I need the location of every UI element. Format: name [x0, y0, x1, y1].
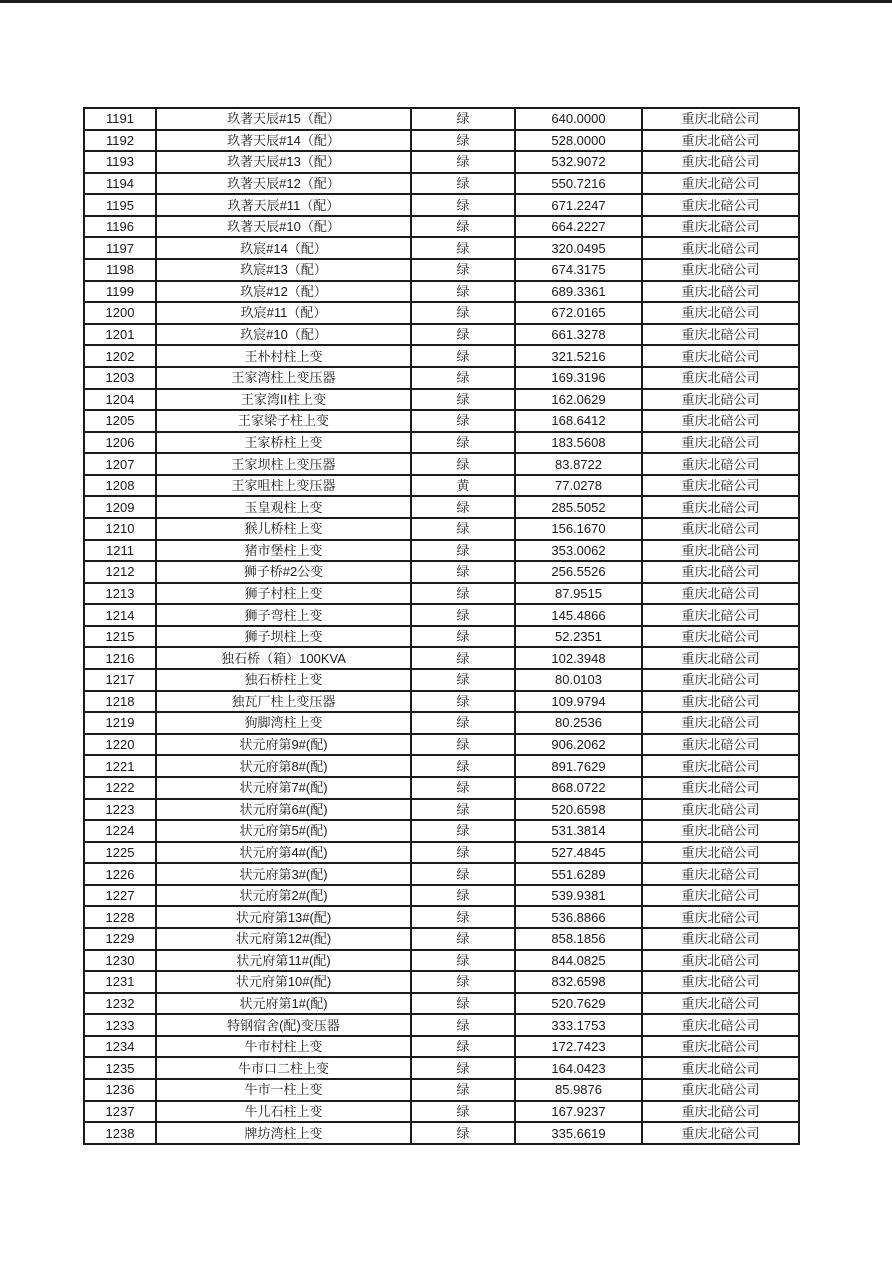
table-row	[84, 389, 799, 411]
status-cell: 绿	[411, 410, 515, 432]
value-cell: 674.3175	[515, 259, 642, 281]
value-cell: 172.7423	[515, 1036, 642, 1058]
table-row	[84, 885, 799, 907]
status-cell: 绿	[411, 863, 515, 885]
company-cell: 重庆北碚公司	[642, 1014, 799, 1036]
table-row	[84, 173, 799, 195]
value-cell: 156.1670	[515, 518, 642, 540]
value-cell: 844.0825	[515, 950, 642, 972]
table-row	[84, 906, 799, 928]
device-name-cell: 狮子弯柱上变	[156, 604, 411, 626]
device-name-cell: 状元府第2#(配)	[156, 885, 411, 907]
table-row	[84, 453, 799, 475]
table-row	[84, 561, 799, 583]
value-cell: 83.8722	[515, 453, 642, 475]
value-cell: 256.5526	[515, 561, 642, 583]
table-row	[84, 950, 799, 972]
row-id-cell: 1214	[84, 604, 156, 626]
table-row	[84, 475, 799, 497]
value-cell: 77.0278	[515, 475, 642, 497]
value-cell: 689.3361	[515, 281, 642, 303]
status-cell: 黄	[411, 475, 515, 497]
status-cell: 绿	[411, 1014, 515, 1036]
status-cell: 绿	[411, 906, 515, 928]
status-cell: 绿	[411, 669, 515, 691]
status-cell: 绿	[411, 647, 515, 669]
table-row	[84, 799, 799, 821]
device-name-cell: 狮子村柱上变	[156, 583, 411, 605]
row-id-cell: 1211	[84, 540, 156, 562]
value-cell: 164.0423	[515, 1057, 642, 1079]
table-row	[84, 604, 799, 626]
value-cell: 85.9876	[515, 1079, 642, 1101]
status-cell: 绿	[411, 1079, 515, 1101]
value-cell: 664.2227	[515, 216, 642, 238]
device-name-cell: 玉皇观柱上变	[156, 496, 411, 518]
status-cell: 绿	[411, 755, 515, 777]
device-name-cell: 王家桥柱上变	[156, 432, 411, 454]
company-cell: 重庆北碚公司	[642, 1036, 799, 1058]
table-row	[84, 669, 799, 691]
value-cell: 520.7629	[515, 993, 642, 1015]
status-cell: 绿	[411, 950, 515, 972]
status-cell: 绿	[411, 1036, 515, 1058]
status-cell: 绿	[411, 194, 515, 216]
status-cell: 绿	[411, 691, 515, 713]
status-cell: 绿	[411, 734, 515, 756]
row-id-cell: 1223	[84, 799, 156, 821]
value-cell: 109.9794	[515, 691, 642, 713]
table-row	[84, 583, 799, 605]
value-cell: 520.6598	[515, 799, 642, 821]
row-id-cell: 1195	[84, 194, 156, 216]
value-cell: 550.7216	[515, 173, 642, 195]
value-cell: 527.4845	[515, 842, 642, 864]
device-name-cell: 猴儿桥柱上变	[156, 518, 411, 540]
device-name-cell: 王家咀柱上变压器	[156, 475, 411, 497]
table-row	[84, 691, 799, 713]
status-cell: 绿	[411, 820, 515, 842]
company-cell: 重庆北碚公司	[642, 475, 799, 497]
company-cell: 重庆北碚公司	[642, 540, 799, 562]
row-id-cell: 1226	[84, 863, 156, 885]
value-cell: 145.4866	[515, 604, 642, 626]
row-id-cell: 1237	[84, 1101, 156, 1123]
status-cell: 绿	[411, 971, 515, 993]
device-name-cell: 牛市村柱上变	[156, 1036, 411, 1058]
company-cell: 重庆北碚公司	[642, 626, 799, 648]
company-cell: 重庆北碚公司	[642, 604, 799, 626]
table-row	[84, 281, 799, 303]
device-name-cell: 王朴村柱上变	[156, 345, 411, 367]
table-row	[84, 712, 799, 734]
company-cell: 重庆北碚公司	[642, 1057, 799, 1079]
device-name-cell: 牛市口二柱上变	[156, 1057, 411, 1079]
company-cell: 重庆北碚公司	[642, 1122, 799, 1144]
table-row	[84, 302, 799, 324]
device-name-cell: 玖宸#11（配）	[156, 302, 411, 324]
table-row	[84, 259, 799, 281]
table-row	[84, 151, 799, 173]
device-name-cell: 玖宸#12（配）	[156, 281, 411, 303]
company-cell: 重庆北碚公司	[642, 842, 799, 864]
status-cell: 绿	[411, 842, 515, 864]
value-cell: 320.0495	[515, 237, 642, 259]
row-id-cell: 1213	[84, 583, 156, 605]
company-cell: 重庆北碚公司	[642, 432, 799, 454]
value-cell: 321.5216	[515, 345, 642, 367]
value-cell: 333.1753	[515, 1014, 642, 1036]
company-cell: 重庆北碚公司	[642, 583, 799, 605]
company-cell: 重庆北碚公司	[642, 950, 799, 972]
status-cell: 绿	[411, 324, 515, 346]
value-cell: 285.5052	[515, 496, 642, 518]
company-cell: 重庆北碚公司	[642, 777, 799, 799]
status-cell: 绿	[411, 216, 515, 238]
status-cell: 绿	[411, 626, 515, 648]
status-cell: 绿	[411, 496, 515, 518]
row-id-cell: 1203	[84, 367, 156, 389]
value-cell: 335.6619	[515, 1122, 642, 1144]
status-cell: 绿	[411, 281, 515, 303]
value-cell: 532.9072	[515, 151, 642, 173]
row-id-cell: 1225	[84, 842, 156, 864]
row-id-cell: 1206	[84, 432, 156, 454]
company-cell: 重庆北碚公司	[642, 799, 799, 821]
value-cell: 169.3196	[515, 367, 642, 389]
value-cell: 832.6598	[515, 971, 642, 993]
device-name-cell: 状元府第9#(配)	[156, 734, 411, 756]
value-cell: 868.0722	[515, 777, 642, 799]
value-cell: 168.6412	[515, 410, 642, 432]
row-id-cell: 1191	[84, 108, 156, 130]
status-cell: 绿	[411, 540, 515, 562]
table-row	[84, 971, 799, 993]
row-id-cell: 1204	[84, 389, 156, 411]
status-cell: 绿	[411, 453, 515, 475]
page-top-edge-line	[0, 0, 892, 3]
device-name-cell: 玖宸#10（配）	[156, 324, 411, 346]
table-row	[84, 410, 799, 432]
row-id-cell: 1236	[84, 1079, 156, 1101]
table-row	[84, 496, 799, 518]
device-name-cell: 牌坊湾柱上变	[156, 1122, 411, 1144]
table-row	[84, 367, 799, 389]
device-name-cell: 独石桥（箱）100KVA	[156, 647, 411, 669]
value-cell: 87.9515	[515, 583, 642, 605]
company-cell: 重庆北碚公司	[642, 130, 799, 152]
device-name-cell: 玖著天辰#10（配）	[156, 216, 411, 238]
device-name-cell: 玖著天辰#11（配）	[156, 194, 411, 216]
value-cell: 162.0629	[515, 389, 642, 411]
device-name-cell: 玖著天辰#15（配）	[156, 108, 411, 130]
company-cell: 重庆北碚公司	[642, 496, 799, 518]
value-cell: 672.0165	[515, 302, 642, 324]
row-id-cell: 1220	[84, 734, 156, 756]
company-cell: 重庆北碚公司	[642, 173, 799, 195]
status-cell: 绿	[411, 799, 515, 821]
row-id-cell: 1212	[84, 561, 156, 583]
device-name-cell: 状元府第3#(配)	[156, 863, 411, 885]
device-name-cell: 玖宸#14（配）	[156, 237, 411, 259]
table-row	[84, 108, 799, 130]
value-cell: 551.6289	[515, 863, 642, 885]
row-id-cell: 1232	[84, 993, 156, 1015]
device-name-cell: 独瓦厂柱上变压器	[156, 691, 411, 713]
status-cell: 绿	[411, 928, 515, 950]
company-cell: 重庆北碚公司	[642, 389, 799, 411]
row-id-cell: 1210	[84, 518, 156, 540]
company-cell: 重庆北碚公司	[642, 647, 799, 669]
table-row	[84, 1014, 799, 1036]
table-row	[84, 130, 799, 152]
device-name-cell: 状元府第11#(配)	[156, 950, 411, 972]
status-cell: 绿	[411, 367, 515, 389]
table-row	[84, 842, 799, 864]
company-cell: 重庆北碚公司	[642, 367, 799, 389]
device-name-cell: 状元府第13#(配)	[156, 906, 411, 928]
row-id-cell: 1205	[84, 410, 156, 432]
row-id-cell: 1200	[84, 302, 156, 324]
status-cell: 绿	[411, 259, 515, 281]
device-name-cell: 猪市堡柱上变	[156, 540, 411, 562]
status-cell: 绿	[411, 151, 515, 173]
value-cell: 80.0103	[515, 669, 642, 691]
row-id-cell: 1233	[84, 1014, 156, 1036]
row-id-cell: 1235	[84, 1057, 156, 1079]
value-cell: 52.2351	[515, 626, 642, 648]
company-cell: 重庆北碚公司	[642, 453, 799, 475]
table-row	[84, 518, 799, 540]
device-name-cell: 狗脚湾柱上变	[156, 712, 411, 734]
asset-table	[83, 107, 800, 1145]
status-cell: 绿	[411, 173, 515, 195]
company-cell: 重庆北碚公司	[642, 669, 799, 691]
row-id-cell: 1218	[84, 691, 156, 713]
device-name-cell: 独石桥柱上变	[156, 669, 411, 691]
value-cell: 640.0000	[515, 108, 642, 130]
value-cell: 536.8866	[515, 906, 642, 928]
value-cell: 539.9381	[515, 885, 642, 907]
company-cell: 重庆北碚公司	[642, 194, 799, 216]
device-name-cell: 状元府第10#(配)	[156, 971, 411, 993]
row-id-cell: 1196	[84, 216, 156, 238]
company-cell: 重庆北碚公司	[642, 302, 799, 324]
company-cell: 重庆北碚公司	[642, 971, 799, 993]
value-cell: 858.1856	[515, 928, 642, 950]
company-cell: 重庆北碚公司	[642, 561, 799, 583]
company-cell: 重庆北碚公司	[642, 1101, 799, 1123]
device-name-cell: 状元府第8#(配)	[156, 755, 411, 777]
row-id-cell: 1194	[84, 173, 156, 195]
value-cell: 167.9237	[515, 1101, 642, 1123]
table-row	[84, 216, 799, 238]
table-row	[84, 863, 799, 885]
status-cell: 绿	[411, 1101, 515, 1123]
value-cell: 906.2062	[515, 734, 642, 756]
device-name-cell: 状元府第5#(配)	[156, 820, 411, 842]
status-cell: 绿	[411, 518, 515, 540]
row-id-cell: 1234	[84, 1036, 156, 1058]
device-name-cell: 王家梁子柱上变	[156, 410, 411, 432]
row-id-cell: 1238	[84, 1122, 156, 1144]
table-row	[84, 626, 799, 648]
table-row	[84, 1122, 799, 1144]
table-row	[84, 1057, 799, 1079]
company-cell: 重庆北碚公司	[642, 712, 799, 734]
value-cell: 80.2536	[515, 712, 642, 734]
company-cell: 重庆北碚公司	[642, 863, 799, 885]
row-id-cell: 1224	[84, 820, 156, 842]
row-id-cell: 1219	[84, 712, 156, 734]
table-row	[84, 928, 799, 950]
status-cell: 绿	[411, 993, 515, 1015]
company-cell: 重庆北碚公司	[642, 906, 799, 928]
row-id-cell: 1202	[84, 345, 156, 367]
row-id-cell: 1209	[84, 496, 156, 518]
row-id-cell: 1201	[84, 324, 156, 346]
status-cell: 绿	[411, 432, 515, 454]
table-row	[84, 647, 799, 669]
device-name-cell: 状元府第4#(配)	[156, 842, 411, 864]
company-cell: 重庆北碚公司	[642, 755, 799, 777]
device-name-cell: 王家湾II柱上变	[156, 389, 411, 411]
device-name-cell: 牛儿石柱上变	[156, 1101, 411, 1123]
status-cell: 绿	[411, 604, 515, 626]
value-cell: 353.0062	[515, 540, 642, 562]
status-cell: 绿	[411, 237, 515, 259]
table-row	[84, 1036, 799, 1058]
row-id-cell: 1199	[84, 281, 156, 303]
table-row	[84, 734, 799, 756]
company-cell: 重庆北碚公司	[642, 734, 799, 756]
table-row	[84, 345, 799, 367]
value-cell: 528.0000	[515, 130, 642, 152]
status-cell: 绿	[411, 389, 515, 411]
table-row	[84, 432, 799, 454]
device-name-cell: 状元府第1#(配)	[156, 993, 411, 1015]
status-cell: 绿	[411, 345, 515, 367]
row-id-cell: 1198	[84, 259, 156, 281]
row-id-cell: 1215	[84, 626, 156, 648]
device-name-cell: 牛市一柱上变	[156, 1079, 411, 1101]
device-name-cell: 状元府第6#(配)	[156, 799, 411, 821]
asset-table-body	[84, 108, 799, 1144]
row-id-cell: 1227	[84, 885, 156, 907]
device-name-cell: 王家坝柱上变压器	[156, 453, 411, 475]
device-name-cell: 狮子桥#2公变	[156, 561, 411, 583]
row-id-cell: 1208	[84, 475, 156, 497]
device-name-cell: 状元府第7#(配)	[156, 777, 411, 799]
device-name-cell: 特钢宿舍(配)变压器	[156, 1014, 411, 1036]
device-name-cell: 状元府第12#(配)	[156, 928, 411, 950]
row-id-cell: 1197	[84, 237, 156, 259]
device-name-cell: 玖宸#13（配）	[156, 259, 411, 281]
device-name-cell: 玖著天辰#13（配）	[156, 151, 411, 173]
row-id-cell: 1217	[84, 669, 156, 691]
device-name-cell: 玖著天辰#12（配）	[156, 173, 411, 195]
status-cell: 绿	[411, 1122, 515, 1144]
value-cell: 891.7629	[515, 755, 642, 777]
company-cell: 重庆北碚公司	[642, 993, 799, 1015]
status-cell: 绿	[411, 130, 515, 152]
company-cell: 重庆北碚公司	[642, 1079, 799, 1101]
company-cell: 重庆北碚公司	[642, 151, 799, 173]
table-row	[84, 755, 799, 777]
company-cell: 重庆北碚公司	[642, 928, 799, 950]
table-row	[84, 777, 799, 799]
value-cell: 531.3814	[515, 820, 642, 842]
row-id-cell: 1231	[84, 971, 156, 993]
row-id-cell: 1222	[84, 777, 156, 799]
company-cell: 重庆北碚公司	[642, 216, 799, 238]
company-cell: 重庆北碚公司	[642, 518, 799, 540]
status-cell: 绿	[411, 302, 515, 324]
row-id-cell: 1192	[84, 130, 156, 152]
table-row	[84, 324, 799, 346]
table-row	[84, 1101, 799, 1123]
value-cell: 183.5608	[515, 432, 642, 454]
status-cell: 绿	[411, 561, 515, 583]
row-id-cell: 1228	[84, 906, 156, 928]
company-cell: 重庆北碚公司	[642, 237, 799, 259]
value-cell: 102.3948	[515, 647, 642, 669]
company-cell: 重庆北碚公司	[642, 108, 799, 130]
status-cell: 绿	[411, 885, 515, 907]
row-id-cell: 1207	[84, 453, 156, 475]
table-row	[84, 237, 799, 259]
row-id-cell: 1230	[84, 950, 156, 972]
row-id-cell: 1229	[84, 928, 156, 950]
status-cell: 绿	[411, 712, 515, 734]
row-id-cell: 1221	[84, 755, 156, 777]
table-row	[84, 540, 799, 562]
table-row	[84, 993, 799, 1015]
company-cell: 重庆北碚公司	[642, 885, 799, 907]
device-name-cell: 狮子坝柱上变	[156, 626, 411, 648]
status-cell: 绿	[411, 777, 515, 799]
row-id-cell: 1193	[84, 151, 156, 173]
company-cell: 重庆北碚公司	[642, 324, 799, 346]
device-name-cell: 玖著天辰#14（配）	[156, 130, 411, 152]
table-row	[84, 194, 799, 216]
company-cell: 重庆北碚公司	[642, 820, 799, 842]
status-cell: 绿	[411, 583, 515, 605]
table-row	[84, 1079, 799, 1101]
status-cell: 绿	[411, 108, 515, 130]
device-name-cell: 王家湾柱上变压器	[156, 367, 411, 389]
company-cell: 重庆北碚公司	[642, 281, 799, 303]
value-cell: 671.2247	[515, 194, 642, 216]
company-cell: 重庆北碚公司	[642, 259, 799, 281]
company-cell: 重庆北碚公司	[642, 691, 799, 713]
value-cell: 661.3278	[515, 324, 642, 346]
company-cell: 重庆北碚公司	[642, 410, 799, 432]
row-id-cell: 1216	[84, 647, 156, 669]
status-cell: 绿	[411, 1057, 515, 1079]
table-row	[84, 820, 799, 842]
company-cell: 重庆北碚公司	[642, 345, 799, 367]
